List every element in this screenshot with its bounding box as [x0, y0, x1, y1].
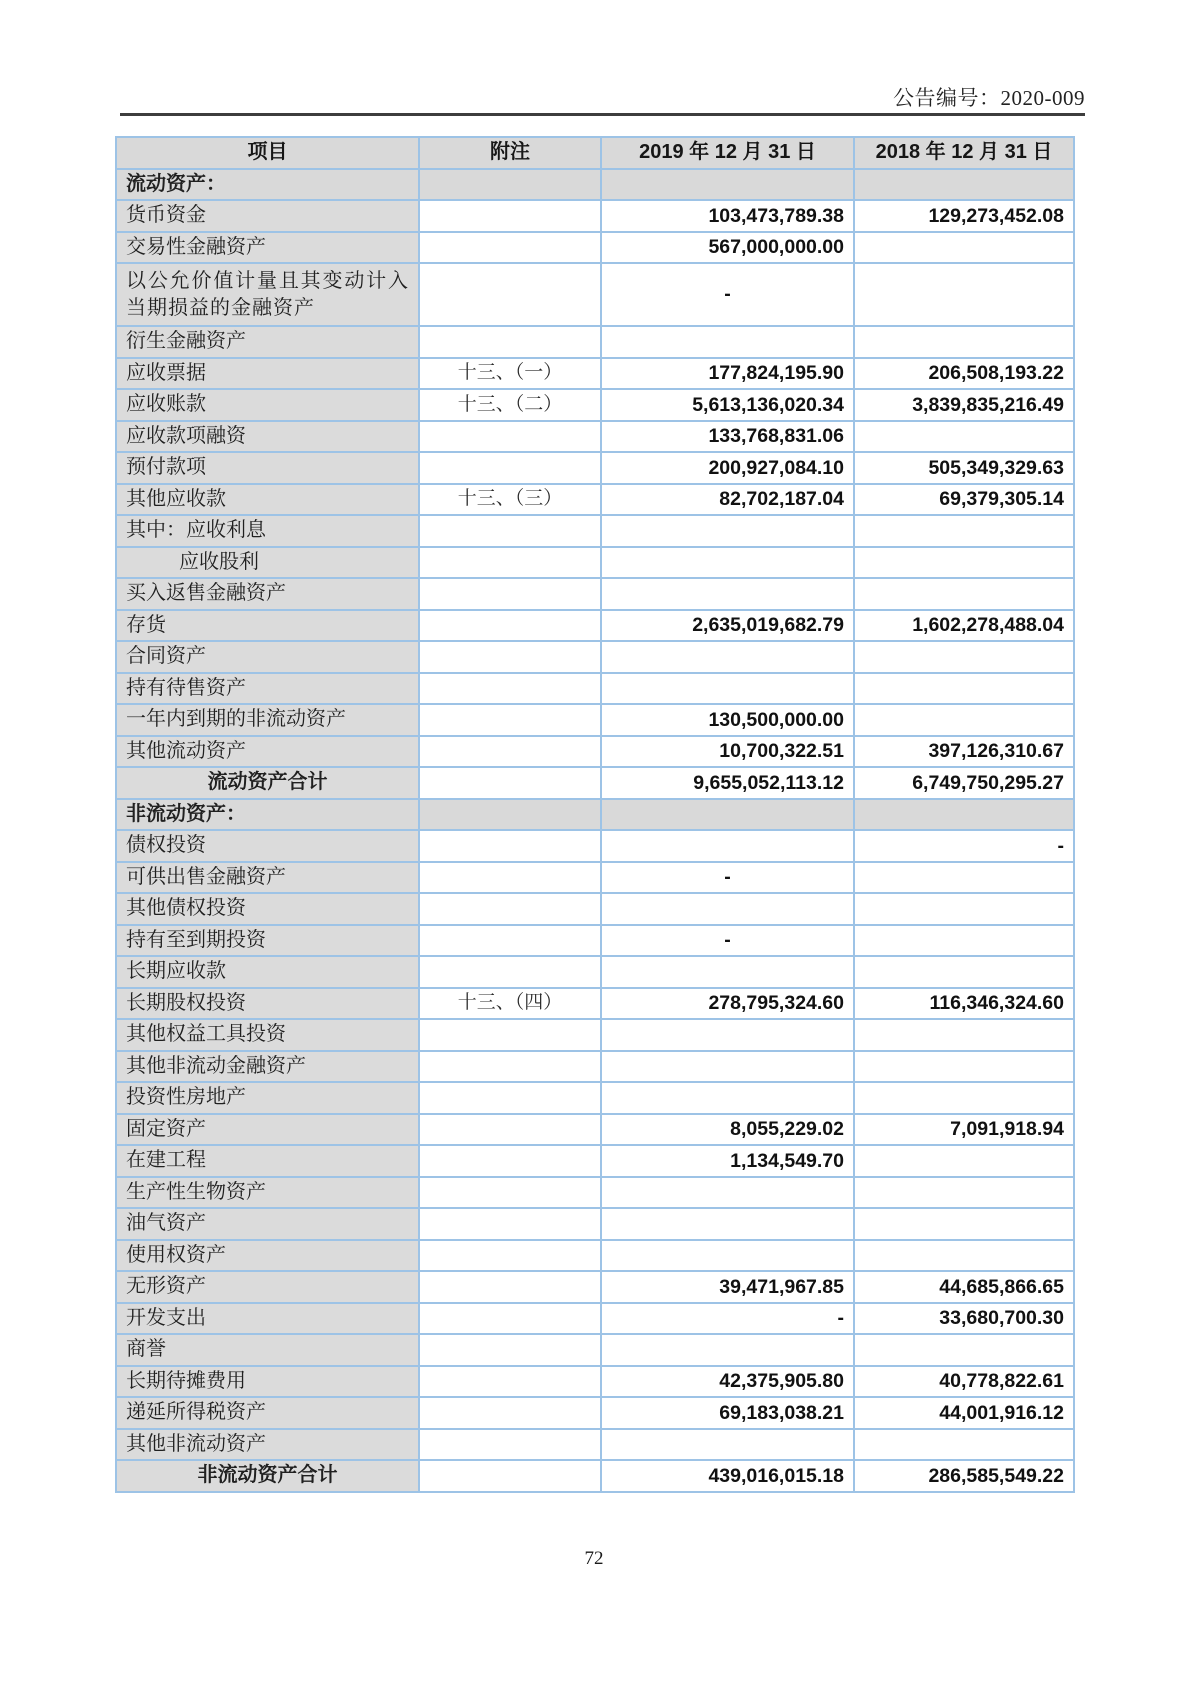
value-2018-cell [854, 799, 1074, 831]
note-cell [419, 1397, 601, 1429]
item-label-cell: 其他债权投资 [116, 893, 419, 925]
value-2018-cell [854, 925, 1074, 957]
value-2018-cell [854, 641, 1074, 673]
item-label-cell: 以公允价值计量且其变动计入当期损益的金融资产 [116, 263, 419, 326]
item-label-cell: 其他非流动资产 [116, 1429, 419, 1461]
value-2018-cell: 206,508,193.22 [854, 358, 1074, 390]
note-cell [419, 232, 601, 264]
value-2018-cell [854, 1019, 1074, 1051]
table-row [116, 830, 1074, 862]
note-cell [419, 1429, 601, 1461]
value-2019-cell [601, 956, 854, 988]
value-2018-cell [854, 1208, 1074, 1240]
note-cell: 十三、（四） [419, 988, 601, 1020]
item-label-cell: 交易性金融资产 [116, 232, 419, 264]
value-2019-cell: 9,655,052,113.12 [601, 767, 854, 799]
table-row [116, 641, 1074, 673]
item-label-cell: 持有至到期投资 [116, 925, 419, 957]
item-label-cell: 买入返售金融资产 [116, 578, 419, 610]
value-2019-cell: - [601, 1303, 854, 1335]
table-row [116, 421, 1074, 453]
note-cell [419, 1177, 601, 1209]
value-2018-cell [854, 673, 1074, 705]
note-cell [419, 736, 601, 768]
table-row [116, 1019, 1074, 1051]
table-row [116, 547, 1074, 579]
value-2019-cell: - [601, 925, 854, 957]
value-2019-cell [601, 1240, 854, 1272]
item-label-cell: 其他权益工具投资 [116, 1019, 419, 1051]
note-cell [419, 515, 601, 547]
col-header-2018: 2018 年 12 月 31 日 [854, 137, 1074, 169]
total-row [116, 767, 1074, 799]
value-2019-cell [601, 1334, 854, 1366]
table-row [116, 610, 1074, 642]
note-cell [419, 421, 601, 453]
value-2019-cell: 439,016,015.18 [601, 1460, 854, 1492]
value-2019-cell: 42,375,905.80 [601, 1366, 854, 1398]
value-2018-cell [854, 956, 1074, 988]
value-2019-cell [601, 641, 854, 673]
note-cell [419, 799, 601, 831]
item-label-cell: 流动资产合计 [116, 767, 419, 799]
item-label-cell: 其中：应收利息 [116, 515, 419, 547]
table-row [116, 925, 1074, 957]
item-label-cell: 生产性生物资产 [116, 1177, 419, 1209]
table-row [116, 232, 1074, 264]
table-row [116, 1114, 1074, 1146]
value-2019-cell [601, 1177, 854, 1209]
item-label-cell: 递延所得税资产 [116, 1397, 419, 1429]
value-2019-cell: 103,473,789.38 [601, 200, 854, 232]
value-2019-cell: 82,702,187.04 [601, 484, 854, 516]
value-2019-cell [601, 578, 854, 610]
table-row [116, 1177, 1074, 1209]
value-2018-cell: 286,585,549.22 [854, 1460, 1074, 1492]
value-2018-cell: 40,778,822.61 [854, 1366, 1074, 1398]
value-2018-cell: 1,602,278,488.04 [854, 610, 1074, 642]
note-cell [419, 1114, 601, 1146]
item-label-cell: 固定资产 [116, 1114, 419, 1146]
item-label-cell: 开发支出 [116, 1303, 419, 1335]
item-label-cell: 持有待售资产 [116, 673, 419, 705]
table-row [116, 515, 1074, 547]
note-cell [419, 830, 601, 862]
value-2019-cell: 1,134,549.70 [601, 1145, 854, 1177]
item-label-cell: 油气资产 [116, 1208, 419, 1240]
value-2019-cell: 8,055,229.02 [601, 1114, 854, 1146]
table-row [116, 736, 1074, 768]
item-label-cell: 应收票据 [116, 358, 419, 390]
value-2018-cell [854, 515, 1074, 547]
item-label-cell: 货币资金 [116, 200, 419, 232]
value-2018-cell [854, 169, 1074, 201]
col-header-2019: 2019 年 12 月 31 日 [601, 137, 854, 169]
value-2018-cell: 129,273,452.08 [854, 200, 1074, 232]
value-2019-cell [601, 547, 854, 579]
item-label-cell: 一年内到期的非流动资产 [116, 704, 419, 736]
note-cell [419, 547, 601, 579]
header-divider-line [120, 113, 1085, 116]
note-cell [419, 1303, 601, 1335]
table-row [116, 1145, 1074, 1177]
value-2019-cell [601, 326, 854, 358]
table-row [116, 484, 1074, 516]
section-row [116, 169, 1074, 201]
value-2018-cell [854, 893, 1074, 925]
table-row [116, 893, 1074, 925]
balance-sheet-table [115, 136, 1075, 1493]
note-cell [419, 862, 601, 894]
value-2018-cell: 116,346,324.60 [854, 988, 1074, 1020]
value-2019-cell: 130,500,000.00 [601, 704, 854, 736]
item-label-cell: 长期股权投资 [116, 988, 419, 1020]
table-row [116, 956, 1074, 988]
value-2018-cell: 33,680,700.30 [854, 1303, 1074, 1335]
item-label-cell: 应收款项融资 [116, 421, 419, 453]
note-cell [419, 893, 601, 925]
item-label-cell: 投资性房地产 [116, 1082, 419, 1114]
note-cell [419, 1334, 601, 1366]
item-label-cell: 流动资产： [116, 169, 419, 201]
value-2019-cell: 2,635,019,682.79 [601, 610, 854, 642]
value-2018-cell [854, 1240, 1074, 1272]
table-row [116, 988, 1074, 1020]
value-2018-cell: 6,749,750,295.27 [854, 767, 1074, 799]
note-cell [419, 1208, 601, 1240]
table-row [116, 1208, 1074, 1240]
value-2019-cell [601, 673, 854, 705]
item-label-cell: 其他应收款 [116, 484, 419, 516]
table-row [116, 1051, 1074, 1083]
value-2019-cell [601, 1429, 854, 1461]
item-label-cell: 在建工程 [116, 1145, 419, 1177]
value-2019-cell: - [601, 862, 854, 894]
value-2018-cell [854, 547, 1074, 579]
note-cell [419, 1145, 601, 1177]
note-cell [419, 1271, 601, 1303]
value-2018-cell: 3,839,835,216.49 [854, 389, 1074, 421]
note-cell [419, 641, 601, 673]
note-cell [419, 1051, 601, 1083]
total-row [116, 1460, 1074, 1492]
note-cell [419, 1082, 601, 1114]
table-row [116, 1334, 1074, 1366]
value-2018-cell [854, 232, 1074, 264]
note-cell [419, 326, 601, 358]
value-2019-cell: 133,768,831.06 [601, 421, 854, 453]
note-cell [419, 1240, 601, 1272]
value-2019-cell [601, 169, 854, 201]
value-2018-cell: 69,379,305.14 [854, 484, 1074, 516]
item-label-cell: 其他非流动金融资产 [116, 1051, 419, 1083]
table-row [116, 1429, 1074, 1461]
value-2018-cell: 44,001,916.12 [854, 1397, 1074, 1429]
item-label-cell: 使用权资产 [116, 1240, 419, 1272]
value-2019-cell: 69,183,038.21 [601, 1397, 854, 1429]
item-label-cell: 长期待摊费用 [116, 1366, 419, 1398]
table-row [116, 1397, 1074, 1429]
note-cell [419, 673, 601, 705]
value-2018-cell [854, 421, 1074, 453]
table-row [116, 452, 1074, 484]
value-2019-cell: 5,613,136,020.34 [601, 389, 854, 421]
value-2018-cell: 7,091,918.94 [854, 1114, 1074, 1146]
value-2018-cell [854, 1082, 1074, 1114]
item-label-cell: 商誉 [116, 1334, 419, 1366]
value-2018-cell [854, 326, 1074, 358]
note-cell [419, 1460, 601, 1492]
announcement-number: 公告编号：2020-009 [893, 86, 1085, 110]
table-row [116, 1271, 1074, 1303]
note-cell [419, 452, 601, 484]
value-2019-cell [601, 830, 854, 862]
table-row [116, 862, 1074, 894]
item-label-cell: 债权投资 [116, 830, 419, 862]
value-2018-cell: - [854, 830, 1074, 862]
table-row [116, 704, 1074, 736]
value-2019-cell [601, 1082, 854, 1114]
value-2018-cell [854, 1145, 1074, 1177]
table-row [116, 578, 1074, 610]
value-2019-cell [601, 799, 854, 831]
note-cell [419, 1366, 601, 1398]
table-row [116, 1366, 1074, 1398]
value-2018-cell [854, 263, 1074, 326]
table-row [116, 358, 1074, 390]
table-row [116, 263, 1074, 326]
table-row [116, 1082, 1074, 1114]
value-2019-cell [601, 1051, 854, 1083]
note-cell [419, 1019, 601, 1051]
value-2019-cell [601, 515, 854, 547]
value-2019-cell: 278,795,324.60 [601, 988, 854, 1020]
table-row [116, 1240, 1074, 1272]
table-row [116, 673, 1074, 705]
page-number: 72 [584, 1548, 604, 1569]
value-2019-cell: 567,000,000.00 [601, 232, 854, 264]
item-label-cell: 其他流动资产 [116, 736, 419, 768]
note-cell [419, 610, 601, 642]
value-2018-cell: 505,349,329.63 [854, 452, 1074, 484]
table-row [116, 1303, 1074, 1335]
item-label-cell: 合同资产 [116, 641, 419, 673]
header-row [116, 137, 1074, 169]
note-cell [419, 169, 601, 201]
item-label-cell: 非流动资产： [116, 799, 419, 831]
item-label-cell: 非流动资产合计 [116, 1460, 419, 1492]
note-cell: 十三、（三） [419, 484, 601, 516]
item-label-cell: 应收股利 [116, 547, 419, 579]
table-row [116, 200, 1074, 232]
note-cell [419, 925, 601, 957]
item-label-cell: 存货 [116, 610, 419, 642]
value-2018-cell: 397,126,310.67 [854, 736, 1074, 768]
value-2019-cell: 177,824,195.90 [601, 358, 854, 390]
item-label-cell: 长期应收款 [116, 956, 419, 988]
value-2019-cell [601, 1019, 854, 1051]
value-2019-cell [601, 1208, 854, 1240]
value-2018-cell [854, 578, 1074, 610]
value-2018-cell [854, 862, 1074, 894]
value-2019-cell: 39,471,967.85 [601, 1271, 854, 1303]
note-cell [419, 704, 601, 736]
note-cell [419, 578, 601, 610]
note-cell [419, 200, 601, 232]
value-2018-cell [854, 1051, 1074, 1083]
item-label-cell: 可供出售金融资产 [116, 862, 419, 894]
value-2019-cell: 200,927,084.10 [601, 452, 854, 484]
value-2018-cell: 44,685,866.65 [854, 1271, 1074, 1303]
value-2018-cell [854, 1334, 1074, 1366]
note-cell: 十三、（一） [419, 358, 601, 390]
item-label-cell: 应收账款 [116, 389, 419, 421]
col-header-item: 项目 [116, 137, 419, 169]
table-row [116, 326, 1074, 358]
value-2019-cell: - [601, 263, 854, 326]
item-label-cell: 衍生金融资产 [116, 326, 419, 358]
value-2018-cell [854, 704, 1074, 736]
value-2018-cell [854, 1177, 1074, 1209]
note-cell: 十三、（二） [419, 389, 601, 421]
value-2019-cell: 10,700,322.51 [601, 736, 854, 768]
table-header [116, 137, 1074, 169]
note-cell [419, 956, 601, 988]
item-label-cell: 无形资产 [116, 1271, 419, 1303]
item-label-cell: 预付款项 [116, 452, 419, 484]
value-2019-cell [601, 893, 854, 925]
note-cell [419, 263, 601, 326]
note-cell [419, 767, 601, 799]
col-header-note: 附注 [419, 137, 601, 169]
value-2018-cell [854, 1429, 1074, 1461]
section-row [116, 799, 1074, 831]
table-row [116, 389, 1074, 421]
